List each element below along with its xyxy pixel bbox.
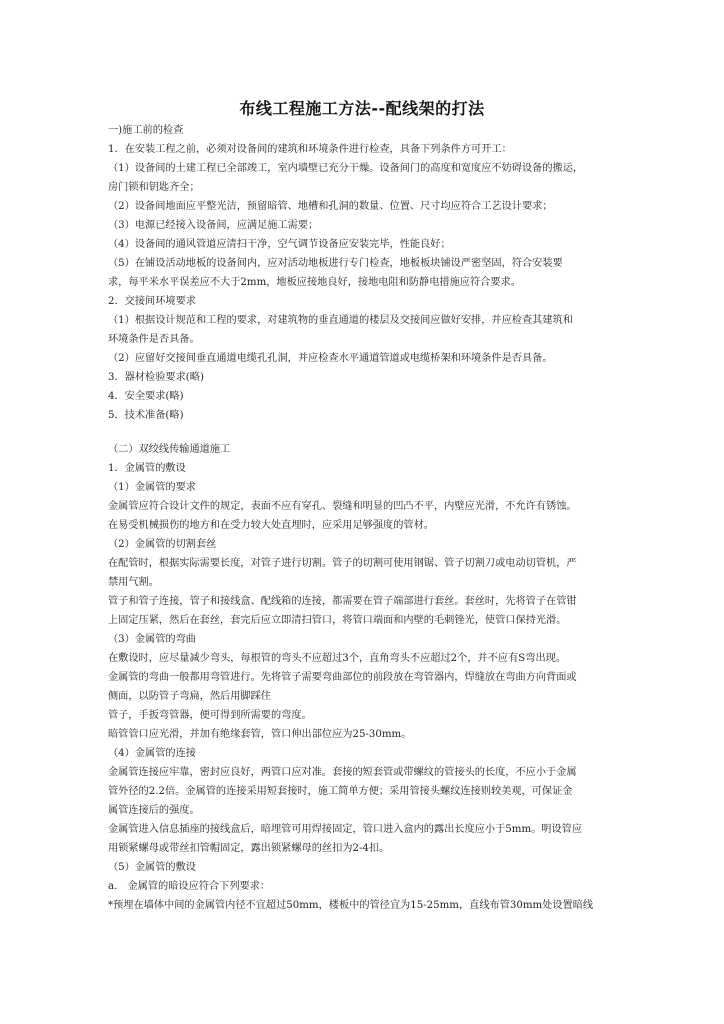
body-line: 在易受机械损伤的地方和在受力较大处直埋时，应采用足够强度的管材。 xyxy=(108,520,434,531)
document-title: 布线工程施工方法--配线架的打法 xyxy=(239,99,485,118)
section-heading: 5．技术准备(略) xyxy=(108,410,184,421)
body-line: （3）电源已经接入设备间，应满足施工需要； xyxy=(108,220,319,231)
section-heading: 3．器材检验要求(略) xyxy=(108,372,204,383)
body-line: 暗管管口应光滑，并加有绝缘套管，管口伸出部位应为25-30mm。 xyxy=(108,729,412,740)
subsection-heading: （1）金属管的要求 xyxy=(108,482,196,493)
body-line: 用锁紧螺母或带丝扣管帽固定，露出锁紧螺母的丝扣为2-4扣。 xyxy=(108,843,390,854)
section-heading: 1．金属管的敷设 xyxy=(108,463,186,474)
body-line: 管子，手扳弯管器，便可得到所需要的弯度。 xyxy=(108,710,312,721)
body-line: 侧面，以防管子弯扁，然后用脚踩住 xyxy=(108,691,271,702)
body-line: 在配管时，根据实际需要长度，对管子进行切割。管子的切割可使用钢锯、管子切割刀或电动切管机，严 xyxy=(108,558,577,569)
body-line: 在敷设时，应尽量减少弯头，每根管的弯头不应超过3个，直角弯头不应超过2个，并不应有S弯出现。 xyxy=(108,653,567,664)
body-line: a. 金属管的暗设应符合下列要求： xyxy=(108,881,271,892)
subsection-heading: （4）金属管的连接 xyxy=(108,748,196,759)
body-line: 管子和管子连接，管子和接线盒、配线箱的连接，都需要在管子端部进行套丝。套丝时，先将管子在管钳 xyxy=(108,596,577,607)
body-line: 环境条件是否具备。 xyxy=(108,334,200,345)
section-heading: 4．安全要求(略) xyxy=(108,391,184,402)
body-line: （2）设备间地面应平整光洁，预留暗管、地槽和孔洞的数量、位置、尺寸均应符合工艺设计要求； xyxy=(108,201,553,212)
body-line: （5）在铺设活动地板的设备间内，应对活动地板进行专门检查，地板板块铺设严密坚固，符合安装要 xyxy=(108,258,563,269)
body-line: 金属管连接应牢靠，密封应良好，两管口应对准。套接的短套管或带螺纹的管接头的长度，不应小于金属 xyxy=(108,767,577,778)
body-line: 禁用气割。 xyxy=(108,577,159,588)
body-line: 求，每平米水平误差应不大于2mm，地板应接地良好，接地电阻和防静电措施应符合要求。 xyxy=(108,277,521,288)
body-line: 房门锁和钥匙齐全； xyxy=(108,182,200,193)
body-line: （1）根据设计规范和工程的要求，对建筑物的垂直通道的楼层及交接间应做好安排，并应检查其建筑和 xyxy=(108,315,573,326)
subsection-heading: （5）金属管的敷设 xyxy=(108,862,196,873)
body-line: 上固定压紧，然后在套丝，套完后应立即清扫管口，将管口端面和内壁的毛刺锉光，使管口保持光滑。 xyxy=(108,615,567,626)
section-heading: 2．交接间环境要求 xyxy=(108,296,196,307)
body-line: （4）设备间的通风管道应清扫干净，空气调节设备应安装完毕，性能良好； xyxy=(108,239,451,250)
subsection-heading: （3）金属管的弯曲 xyxy=(108,634,196,645)
section-heading: （二）双绞线传输通道施工 xyxy=(108,444,231,455)
body-line: 金属管的弯曲一般都用弯管进行。先将管子需要弯曲部位的前段放在弯管器内，焊缝放在弯曲方向背面或 xyxy=(108,672,577,683)
body-line: （2）应留好交接间垂直通道电缆孔孔洞，并应检查水平通道管道或电缆桥架和环境条件是否具备。 xyxy=(108,353,553,364)
section-heading: 一)施工前的检查 xyxy=(108,125,184,136)
body-line: 1．在安装工程之前，必须对设备间的建筑和环境条件进行检查，具备下列条件方可开工： xyxy=(108,144,512,155)
body-line: 属管连接后的强度。 xyxy=(108,805,200,816)
subsection-heading: （2）金属管的切割套丝 xyxy=(108,539,217,550)
body-line: （1）设备间的土建工程已全部竣工，室内墙壁已充分干燥。设备间门的高度和宽度应不妨碍设备的搬运， xyxy=(108,163,584,174)
body-line: 金属管进入信息插座的接线盒后，暗埋管可用焊接固定，管口进入盒内的露出长度应小于5mm。明设管应 xyxy=(108,824,583,835)
body-line: 管外径的2.2倍。金属管的连接采用短套接时，施工简单方便；采用管接头螺纹连接则较美观，可保证金 xyxy=(108,786,573,797)
body-line: *预埋在墙体中间的金属管内径不宜超过50mm，楼板中的管径宜为15-25mm，直线布管30mm处设置暗线 xyxy=(108,900,594,911)
body-line: 金属管应符合设计文件的规定，表面不应有穿孔、裂缝和明显的凹凸不平，内壁应光滑，不允许有锈蚀。 xyxy=(108,501,577,512)
